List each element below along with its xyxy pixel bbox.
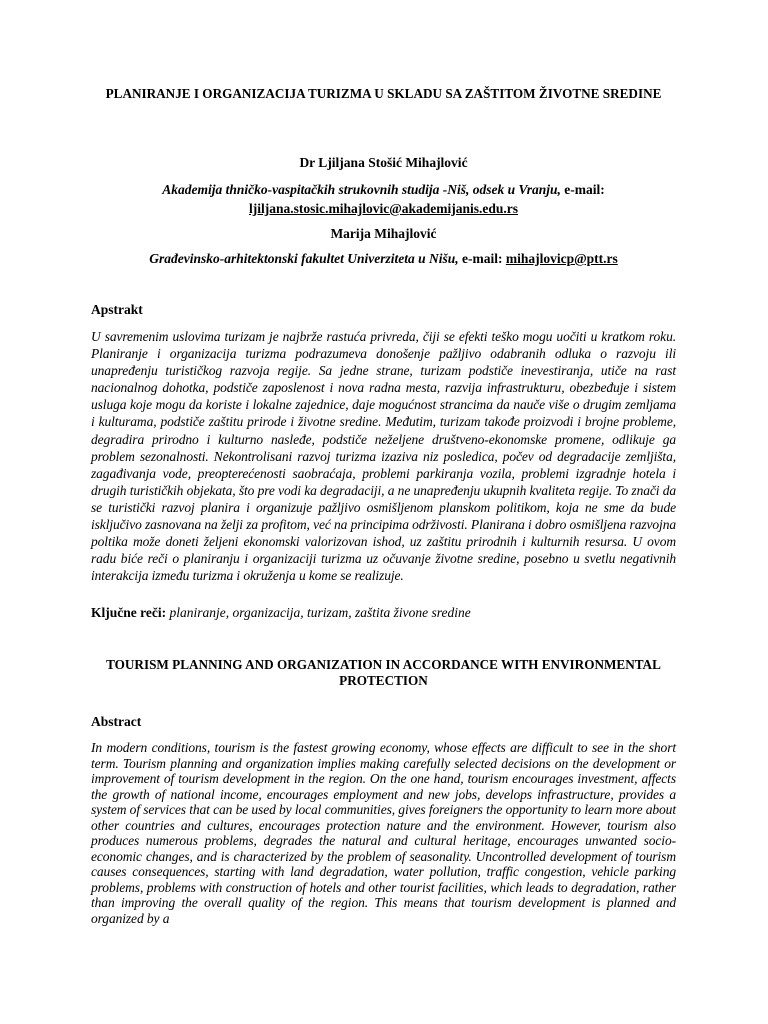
paper-title-english: TOURISM PLANNING AND ORGANIZATION IN ACCORDANCE WITH ENVIRONMENTAL PROTECTION (106, 657, 661, 688)
abstract-serbian-text: U savremenim uslovima turizam je najbrže rastuća privreda, čiji se efekti teško mogu uočiti u kratkom roku. Planiranje i organizacija turizma podrazumeva donošenje pažljivo odabranih odluka o razvoju ili unapređenju turističkog razvoja regije. Sa jedne strane, turizam podstiče inevestiranja, utiče na rast nacionalnog dohotka, podstiče zaposlenost i nova radna mesta, razvija infrastrukturu, obezbeđuje i sistem usluga koje mogu da koriste i lokalne zajednice, daje mogućnost strancima da nauče više o drugim zemljama i kulturama, podstiče zaštitu prirode i životne sredine. Međutim, turizam takođe proizvodi i brojne probleme, degradira prirodno i kulturno nasleđe, podstiče neželjene društveno-ekonomske promene, odlikuje ga problem sezonalnosti. Nekontrolisani razvoj turizma izaziva niz posledica, počev od degradacije zemljišta, zagađivanja vode, preopterećenosti saobraćaja, problemi parkiranja vozila, problemi izgradnje hotela i drugih turističkih objekata, što pre vodi ka degradaciji, a ne unapređenju ukupnih kvaliteta regije. To znači da se turistički razvoj planira i organizuje pažljivo osmišljenom planskom politikom, koja ne sme da bude isključivo zasnovana na želji za profitom, već na principima održivosti. Planirana i dobro osmišljena razvojna poltika može doneti željeni ekonomski valorizovan ishod, uz zaštitu prirodnih i kulturnih resursa. U ovom radu biće reči o planiranju i organizaciji turizma uz očuvanje životne sredine, posebno u svetlu negativnih interakcija između turizma i okruženja u kome se realizuje. (91, 329, 676, 584)
abstract-serbian-heading: Apstrakt (91, 302, 143, 317)
author-1-name: Dr Ljiljana Stošić Mihajlović (299, 155, 468, 170)
author-1-email-link[interactable]: ljiljana.stosic.mihajlovic@akademijanis.edu.rs (248, 201, 519, 216)
abstract-english-text: In modern conditions, tourism is the fastest growing economy, whose effects are difficult to see in the short term. Tourism planning and organization implies making carefully selected decisions on the development or improvement of tourism development in the region. On the one hand, tourism encourages investment, affects the growth of national income, encourages employment and new jobs, develops infrastructure, provides a system of services that can be used by local communities, gives foreigners the opportunity to learn more about other countries and cultures, encourages protection nature and the environment. However, tourism also produces numerous problems, degrades the natural and cultural heritage, encourages unwanted socio-economic changes, and is characterized by the problem of seasonality. Uncontrolled development of tourism causes consequences, starting with land degradation, water pollution, traffic congestion, vehicle parking problems, problems with construction of hotels and other tourist facilities, which leads to degradation, rather than improving the overall quality of the region. This means that tourism development is planned and organized by a (91, 740, 676, 926)
author-2-affiliation: Građevinsko-arhitektonski fakultet Univerziteta u Nišu, (149, 251, 459, 266)
paper-title-serbian: PLANIRANJE I ORGANIZACIJA TURIZMA U SKLADU SA ZAŠTITOM ŽIVOTNE SREDINE (105, 86, 662, 101)
author-2-email-link[interactable]: mihajlovicp@ptt.rs (505, 251, 618, 266)
author-1-affiliation-block (91, 180, 676, 218)
abstract-english-heading: Abstract (91, 714, 142, 729)
author-1-email-label: e-mail: (564, 182, 605, 197)
author-2-email-label: e-mail: (461, 251, 503, 266)
keywords-text: planiranje, organizacija, turizam, zaštita živone sredine (169, 605, 471, 620)
keywords-line (91, 604, 676, 621)
author-2-affiliation-block (91, 249, 676, 268)
keywords-label: Ključne reči: (91, 605, 167, 620)
author-1-affiliation: Akademija thničko-vaspitačkih strukovnih studija -Niš, odsek u Vranju, (162, 182, 561, 197)
author-2-name: Marija Mihajlović (330, 226, 437, 241)
